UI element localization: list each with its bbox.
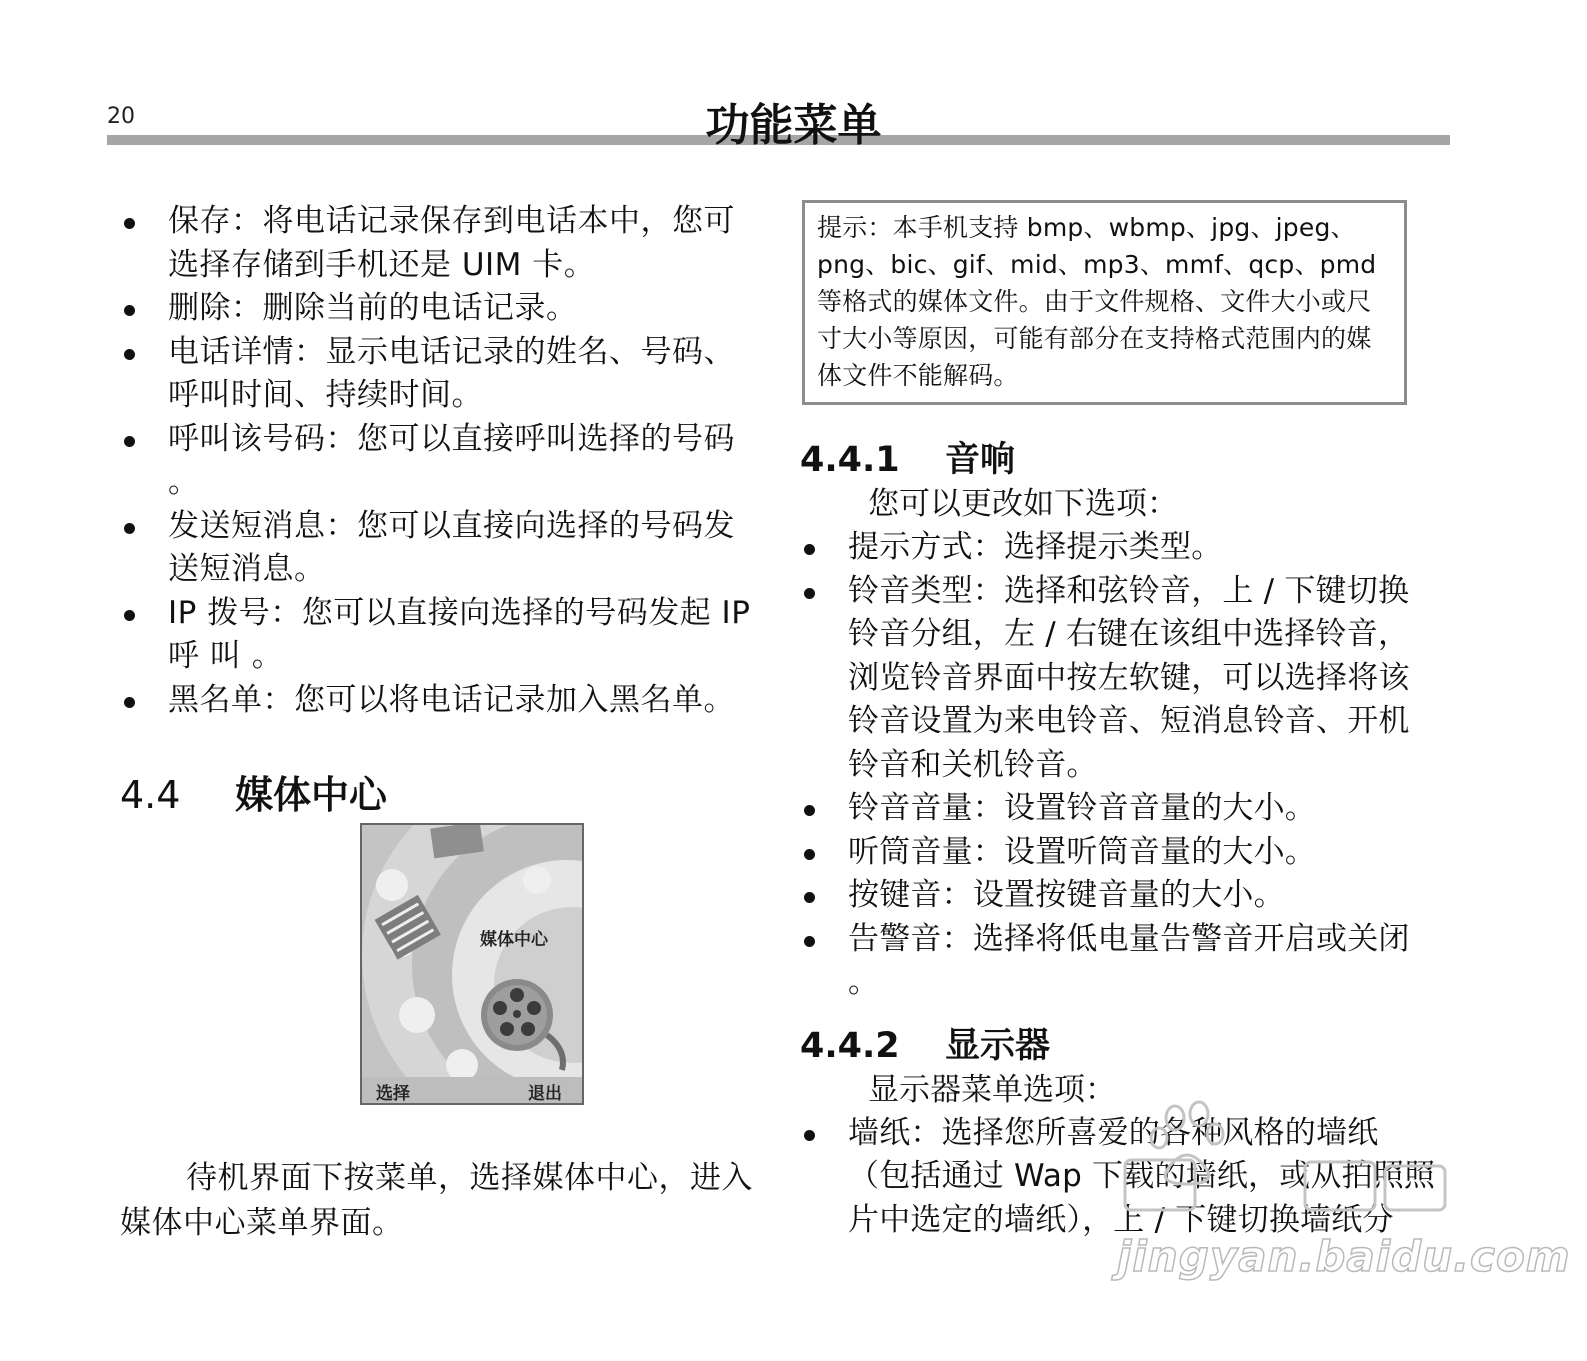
item-term: 听筒音量： [848,833,1004,870]
list-item [120,418,765,505]
list-item [800,1112,1440,1243]
list-item [800,570,1440,788]
list-item [120,287,765,331]
item-term: 提示方式： [848,529,1004,565]
list-item [120,505,765,592]
media-center-screen-art [362,825,582,1103]
subsection-title: 音响 [945,440,1016,480]
item-text: 设置按键音量的大小。 [972,877,1285,913]
item-term: 发送短消息： [168,507,357,544]
subsection-number: 4.4.1 [800,440,900,480]
item-text: 您可以直接呼叫选择的号码 。 [168,420,735,500]
list-item [800,918,1440,1005]
right-column [800,200,1440,1242]
list-item [800,874,1440,918]
subsection-intro: 显示器菜单选项： [868,1071,1116,1108]
softkey-left-label: 选择 [376,1084,410,1104]
list-item [120,679,765,723]
item-term: 铃音类型： [848,572,1004,609]
item-text: 选择提示类型。 [1004,529,1223,565]
softkey-right-label: 退出 [528,1084,562,1104]
item-term: 黑名单： [168,681,294,718]
item-term: IP 拨号： [168,594,302,631]
item-term: 墙纸： [848,1114,942,1151]
left-column [120,200,765,1241]
subsection-number: 4.4.2 [800,1025,900,1066]
item-text: 显示电话记录的姓名、号码、呼叫时间、持续时间。 [168,333,735,413]
item-text: 您可以直接向选择的号码发送短消息。 [168,507,735,587]
subsection-intro: 您可以更改如下选项： [868,486,1178,522]
item-text: 选择和弦铃音，上 / 下键切换铃音分组，左 / 右键在该组中选择铃音，浏览铃音界面中按左软键，可以选择将该铃音设置为来电铃音、短消息铃音、开机铃音和关机铃音。 [848,572,1410,783]
item-term: 保存： [168,203,263,239]
figure-caption: 待机界面下按菜单，选择媒体中心，进入媒体中心菜单界面。 [120,1160,753,1241]
item-text: 将电话记录保存到电话本中，您可选择存储到手机还是 UIM 卡。 [168,203,735,283]
watermark-text: jingyan.baidu.com [1117,1232,1571,1281]
item-term: 告警音： [848,920,973,957]
sound-options [800,526,1440,1005]
list-item [800,831,1440,875]
item-term: 呼叫该号码： [168,420,357,457]
list-item [800,526,1440,570]
display-options [800,1112,1440,1243]
phone-screenshot [360,823,584,1105]
list-item [120,200,765,287]
screen-center-label: 媒体中心 [480,930,548,950]
section-number: 4.4 [120,773,181,817]
item-text: 设置铃音音量的大小。 [1004,790,1316,826]
tip-box: 提示：本手机支持 bmp、wbmp、jpg、jpeg、png、bic、gif、mid、mp3、mmf、qcp、pmd 等格式的媒体文件。由于文件规格、文件大小或尺寸大小等原因，可能有部分在支持格式范围内的媒体文件不能解码。 [802,200,1407,405]
item-text: 您可以直接向选择的号码发起 IP 呼 叫 。 [168,594,751,674]
item-text: 选择将低电量告警音开启或关闭 。 [848,920,1410,1000]
item-text: 设置听筒音量的大小。 [1004,833,1316,870]
page-number: 20 [107,104,135,129]
subsection-heading [800,437,1440,483]
item-text: 选择您所喜爱的各种风格的墙纸（包括通过 Wap 下载的墙纸，或从拍照照片中选定的墙纸），上 / 下键切换墙纸分 [848,1114,1436,1238]
section-title: 媒体中心 [235,773,388,817]
list-item [120,592,765,679]
item-term: 电话详情： [168,333,326,370]
subsection-title: 显示器 [945,1025,1051,1066]
item-term: 删除： [168,290,263,326]
call-record-options [120,200,765,722]
list-item [120,331,765,418]
item-term: 铃音音量： [848,790,1004,826]
page-title: 功能菜单 [705,100,882,151]
item-term: 按键音： [848,877,973,913]
item-text: 您可以将电话记录加入黑名单。 [294,681,735,718]
list-item [800,787,1440,831]
section-heading [120,770,765,820]
item-text: 删除当前的电话记录。 [262,290,578,326]
subsection-heading [800,1023,1440,1069]
